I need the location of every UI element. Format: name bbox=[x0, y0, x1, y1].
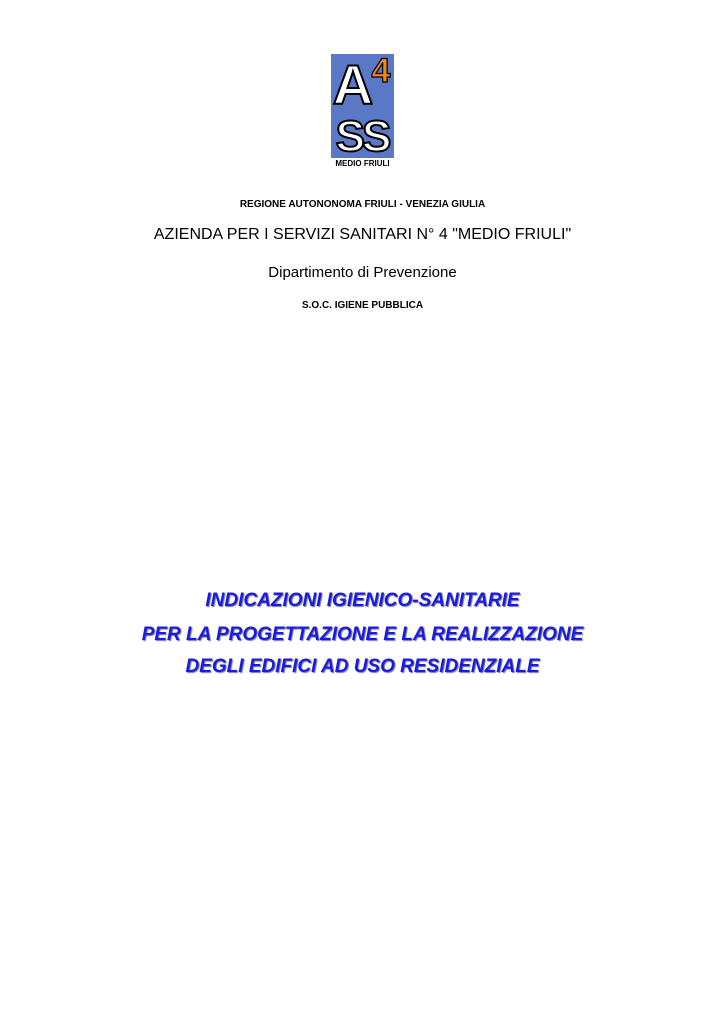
document-title-line-1: INDICAZIONI IGIENICO-SANITARIE bbox=[205, 590, 520, 611]
dipartimento-heading: Dipartimento di Prevenzione bbox=[268, 264, 457, 281]
logo-number-4: 4 bbox=[371, 54, 391, 90]
ass4-logo-graphic bbox=[331, 54, 394, 169]
logo-letters-ss: SS bbox=[335, 112, 389, 161]
logo-caption: MEDIO FRIULI bbox=[335, 159, 390, 168]
document-title-line-2: PER LA PROGETTAZIONE E LA REALIZZAZIONE bbox=[141, 624, 584, 645]
logo-letter-a: A bbox=[332, 54, 374, 116]
soc-heading: S.O.C. IGIENE PUBBLICA bbox=[301, 300, 424, 311]
region-heading: REGIONE AUTONONOMA FRIULI - VENEZIA GIULIA bbox=[239, 199, 486, 210]
ass4-logo bbox=[331, 54, 394, 169]
azienda-heading: AZIENDA PER I SERVIZI SANITARI N° 4 "MEDIO FRIULI" bbox=[153, 226, 572, 243]
document-title-line-3: DEGLI EDIFICI AD USO RESIDENZIALE bbox=[185, 656, 540, 677]
